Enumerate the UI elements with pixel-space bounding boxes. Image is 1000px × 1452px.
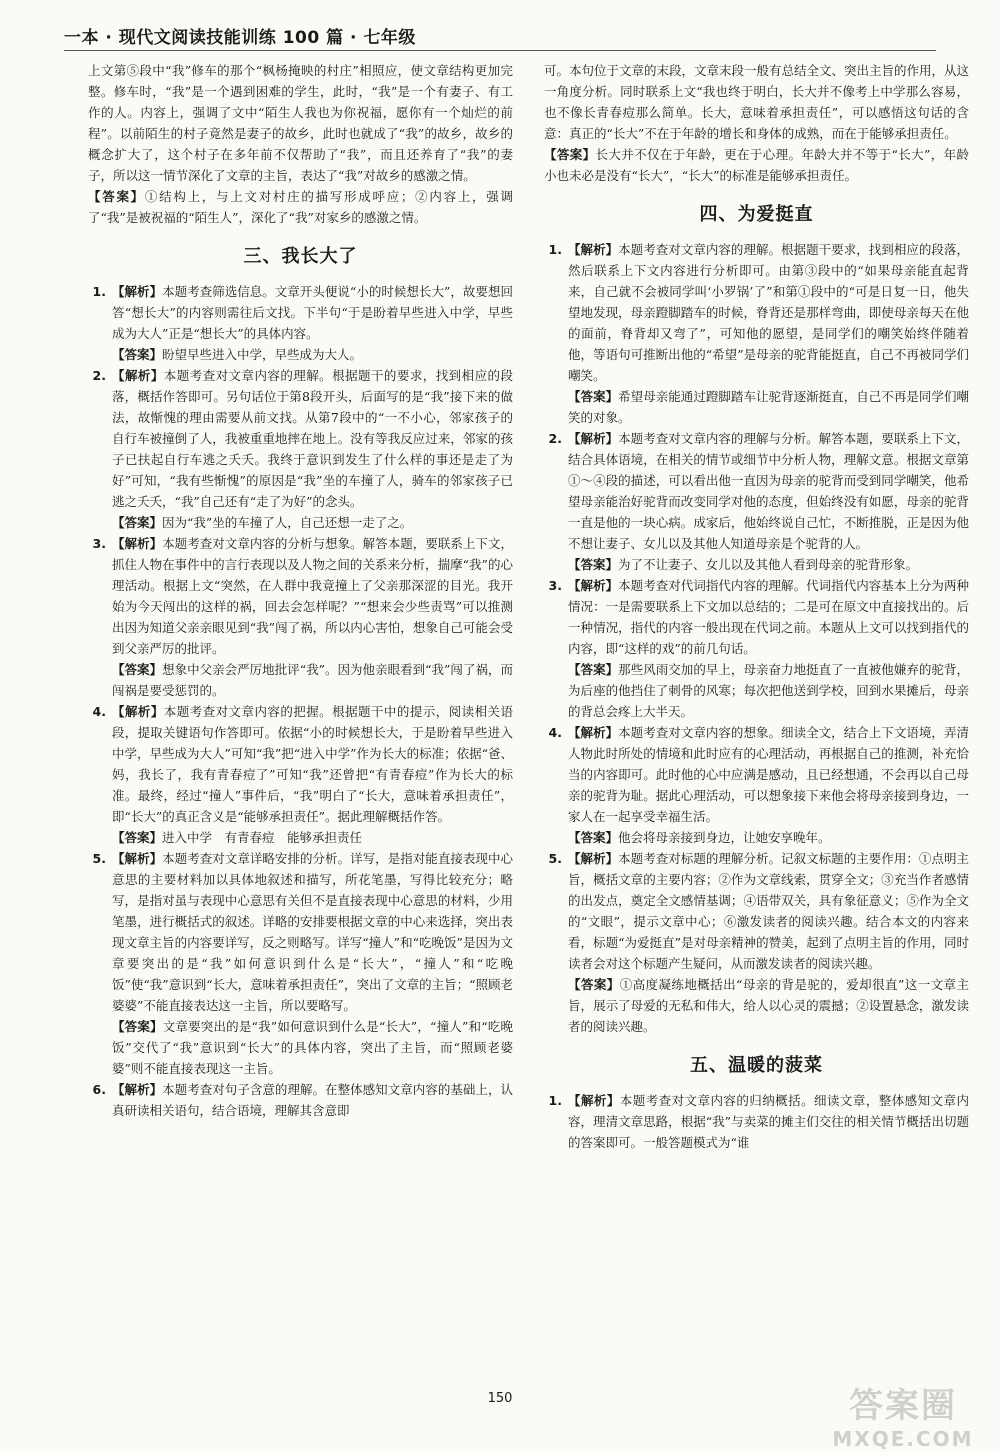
question-item xyxy=(544,848,969,1037)
answer-line xyxy=(112,512,513,533)
answer-text: 他会将母亲接到身边，让她安享晚年。 xyxy=(618,830,831,845)
right-column xyxy=(544,60,969,1153)
question-item xyxy=(544,239,969,428)
answer-tag: 【答案】 xyxy=(112,662,163,677)
answer-tag: 【答案】 xyxy=(568,557,619,572)
section-title-5: 五、温暖的菠菜 xyxy=(690,1055,823,1076)
answer-text: 为了不让妻子、女儿以及其他人看到母亲的驼背形象。 xyxy=(618,557,919,572)
analysis-text: 本题考查对文章内容的理解。根据题干的要求，找到相应的段落，概括作答即可。另句话位于第8段开头，后面写的是“我”接下来的做法，故惭愧的理由需要从前文找。从第7段中的“一不小心，邻家孩子的自行车被撞倒了人，我被重重地摔在地上。没有等我反应过来，邻家的孩子已扶起自行车逃之夭夭。我终于意识到发生了什么样的事还是走了为好”可知，“我有些惭愧”的原因是“我”坐的车撞了人，骑车的邻家孩子已逃之夭夭，“我”自己还有“走了为好”的念头。 xyxy=(112,368,513,509)
watermark-url: MXQE.COM xyxy=(832,1426,974,1451)
question-item xyxy=(88,1079,513,1121)
watermark-mark: 答案圈 xyxy=(849,1385,957,1426)
analysis-text: 本题考查对文章内容的理解。根据题干要求，找到相应的段落，然后联系上下文内容进行分析即可。由第③段中的“如果母亲能直起背来，自己就不会被同学叫‘小罗锅’了”和第①段中的“可是日复一日，他失望地发现，母亲蹬脚踏车的时候，脊背还是那样弯曲，即使母亲每天在他的面前，脊背却又弯了”，可知他的愿望，是同学们的嘲笑始终伴随着他，等语句可推断出他的“希望”是母亲的驼背能挺直，自己不再被同学们嘲笑。 xyxy=(568,242,969,383)
left-intro: 上文第⑤段中“我”修车的那个“枫杨掩映的村庄”相照应，使文章结构更加完整。修车时，“我”是一个遇到困难的学生，此时，“我”是一个有妻子、有工作的人。内容上，强调了文中“陌生人我也为你祝福，愿你有一个灿烂的前程”。以前陌生的村子竟然是妻子的故乡，此时也就成了“我”的故乡，故乡的概念扩大了，这个村子在多年前不仅帮助了“我”，而且还养育了“我”的妻子，所以这一情节深化了文章的主旨，表达了“我”对故乡的感激之情。 xyxy=(88,63,513,183)
question-item xyxy=(544,1090,969,1153)
answer-line xyxy=(568,974,969,1037)
page-header xyxy=(64,14,936,48)
analysis-tag: 【解析】 xyxy=(112,1082,163,1097)
analysis-tag: 【解析】 xyxy=(568,1093,620,1108)
watermark-logo xyxy=(818,1384,988,1451)
answer-text: 想象中父亲会严厉地批评“我”。因为他亲眼看到“我”闯了祸，而闯祸是要受惩罚的。 xyxy=(112,662,513,698)
section-title-3: 三、我长大了 xyxy=(243,246,358,267)
question-number: 4. xyxy=(548,725,562,740)
answer-text: 长大并不仅在于年龄，更在于心理。年龄大并不等于“长大”，年龄小也未必是没有“长大”，“长大”的标准是能够承担责任。 xyxy=(544,147,969,183)
analysis-text: 本题考查对文章内容的把握。根据题干中的提示，阅读相关语段，提取关键语句作答即可。依据“小的时候想长大，于是盼着早些进入中学，早些成为大人”可知“我”把“进入中学”作为长大的标准；依据“爸、妈，我长了，我有青春痘了”可知“我”还曾把“有青春痘”作为长大的标准。最终，经过“撞人”事件后，“我”明白了“长大，意味着承担责任”，即“长大”的真正含义是“能够承担责任”。据此理解概括作答。 xyxy=(112,704,513,824)
answer-tag: 【答案】 xyxy=(112,830,163,845)
answer-tag: 【答案】 xyxy=(568,389,619,404)
question-number: 1. xyxy=(548,242,562,257)
answer-tag: 【答案】 xyxy=(568,830,619,845)
left-intro-answer xyxy=(88,186,513,228)
answer-text: 进入中学 有青春痘 能够承担责任 xyxy=(162,830,363,845)
answer-line xyxy=(112,344,513,365)
analysis-text: 本题考查对文章详略安排的分析。详写，是指对能直接表现中心意思的主要材料加以具体地叙述和描写，所花笔墨，写得比较充分；略写，是指对虽与表现中心意思有关但不是直接表现中心意思的材料，少用笔墨，进行概括式的叙述。详略的安排要根据文章的中心来选择，突出表现文章主旨的内容要详写，反之则略写。详写“撞人”和“吃晚饭”是因为文章要突出的是“我”如何意识到什么是“长大”，“撞人”和“吃晚饭”使“我”意识到“长大，意味着承担责任”，突出了文章的主旨；“照顾老婆婆”不能直接表达这一主旨，所以要略写。 xyxy=(112,851,513,1013)
analysis-tag: 【解析】 xyxy=(568,578,619,593)
question-number: 5. xyxy=(548,851,562,866)
answer-line xyxy=(568,827,969,848)
question-item xyxy=(544,575,969,722)
question-number: 6. xyxy=(92,1082,106,1097)
question-item xyxy=(88,365,513,533)
answer-line xyxy=(112,827,513,848)
question-item xyxy=(88,701,513,848)
answer-line xyxy=(568,659,969,722)
section-title-4: 四、为爱挺直 xyxy=(699,204,814,225)
question-number: 1. xyxy=(548,1093,562,1108)
analysis-text: 本题考查对代词指代内容的理解。代词指代内容基本上分为两种情况：一是需要联系上下文加以总结的；二是可在原文中直接找出的。后一种情况，指代的内容一般出现在代词之前。本题从上文可以找到指代的内容，即“这样的戏”的前几句话。 xyxy=(568,578,969,656)
analysis-text: 本题考查对标题的理解分析。记叙文标题的主要作用：①点明主旨，概括文章的主要内容；②作为文章线索，贯穿全文；③充当作者感情的出发点，奠定全文感情基调；④语带双关，具有象征意义；⑤作为全文的“文眼”，提示文章中心；⑥激发读者的阅读兴趣。结合本文的内容来看，标题“为爱挺直”是对母亲精神的赞美，起到了点明主旨的作用，同时读者会对这个标题产生疑问，从而激发读者的阅读兴趣。 xyxy=(568,851,969,971)
left-column xyxy=(88,60,513,1121)
right-intro: 可。本句位于文章的末段，文章末段一般有总结全文、突出主旨的作用，从这一角度分析。同时联系上文“我也终于明白，长大并不像考上中学那么容易，也不像长青春痘那么简单。长大，意味着承担责任”，可以感悟这句话的含意：真正的“长大”不在于年龄的增长和身体的成熟，而在于能够承担责任。 xyxy=(544,63,970,141)
header-rule xyxy=(64,50,936,51)
answer-tag: 【答案】 xyxy=(112,515,163,530)
answer-line xyxy=(112,1016,513,1079)
question-item xyxy=(544,428,969,575)
answer-tag: 【答案】 xyxy=(112,347,163,362)
question-number: 5. xyxy=(92,851,106,866)
answer-tag: 【答案】 xyxy=(88,189,145,204)
question-number: 3. xyxy=(548,578,562,593)
analysis-text: 本题考查对文章内容的理解与分析。解答本题，要联系上下文，结合具体语境，在相关的情节或细节中分析人物，理解文意。根据文章第①～④段的描述，可以看出他一直因为母亲的驼背而受到同学嘲笑，他希望母亲能治好驼背而改变同学对他的态度，但始终没有如愿，母亲的驼背一直是他的一块心病。成家后，他始终说自己忙，不断推脱，正是因为他不想让妻子、女儿以及其他人知道母亲是个驼背的人。 xyxy=(568,431,969,551)
answer-line xyxy=(568,386,969,428)
question-item xyxy=(88,533,513,701)
analysis-tag: 【解析】 xyxy=(568,725,619,740)
answer-line xyxy=(568,554,969,575)
analysis-tag: 【解析】 xyxy=(112,536,163,551)
right-intro-answer xyxy=(544,144,969,186)
analysis-tag: 【解析】 xyxy=(568,431,619,446)
question-number: 2. xyxy=(92,368,106,383)
analysis-tag: 【解析】 xyxy=(112,851,163,866)
answer-text: ①高度凝练地概括出“母亲的背是驼的，爱却很直”这一文章主旨，展示了母爱的无私和伟大，给人以心灵的震撼；②设置悬念，激发读者的阅读兴趣。 xyxy=(568,977,969,1034)
analysis-text: 本题考查对句子含意的理解。在整体感知文章内容的基础上，认真研读相关语句，结合语境，理解其含意即 xyxy=(112,1082,513,1118)
answer-text: ①结构上，与上文对村庄的描写形成呼应；②内容上，强调了“我”是被祝福的“陌生人”，深化了“我”对家乡的感激之情。 xyxy=(88,189,513,225)
analysis-text: 本题考查对文章内容的分析与想象。解答本题，要联系上下文，抓住人物在事件中的言行表现以及人物之间的关系来分析，揣摩“我”的心理活动。根据上文“突然，在人群中我竟撞上了父亲那深涩的目光。我开始为今天闯出的这样的祸，回去会怎样呢？”“想来会少些责骂”可以推测出因为知道父亲亲眼见到“我”闯了祸，所以内心害怕，想象自己可能会受到父亲严厉的批评。 xyxy=(112,536,513,656)
analysis-text: 本题考查对文章内容的归纳概括。细读文章，整体感知文章内容，理清文章思路，根据“我”与卖菜的摊主们交往的相关情节概括出切题的答案即可。一般答题模式为“谁 xyxy=(568,1093,969,1150)
analysis-tag: 【解析】 xyxy=(568,242,619,257)
question-number: 2. xyxy=(548,431,562,446)
answer-tag: 【答案】 xyxy=(544,147,596,162)
answer-text: 希望母亲能通过蹬脚踏车让驼背逐渐挺直，自己不再是同学们嘲笑的对象。 xyxy=(568,389,969,425)
answer-text: 因为“我”坐的车撞了人，自己还想一走了之。 xyxy=(162,515,413,530)
page-number: 150 xyxy=(487,1391,513,1406)
analysis-tag: 【解析】 xyxy=(112,704,164,719)
analysis-text: 本题考查对文章内容的想象。细读全文，结合上下文语境，弄清人物此时所处的情境和此时应有的心理活动，再根据自己的推测，补充恰当的内容即可。此时他的心中应满是感动，且已经想通，不会再以自己母亲的驼背为耻。据此心理活动，可以想象接下来他会将母亲接到身边，一家人在一起享受幸福生活。 xyxy=(568,725,969,824)
answer-text: 文章要突出的是“我”如何意识到什么是“长大”，“撞人”和“吃晚饭”交代了“我”意识到“长大”的具体内容，突出了主旨，而“照顾老婆婆”则不能直接表现这一主旨。 xyxy=(112,1019,513,1076)
header-title: 一本 · 现代文阅读技能训练 100 篇 · 七年级 xyxy=(64,28,416,48)
question-item xyxy=(544,722,969,848)
question-item xyxy=(88,848,513,1079)
answer-line xyxy=(112,659,513,701)
answer-tag: 【答案】 xyxy=(568,977,620,992)
question-number: 4. xyxy=(92,704,106,719)
analysis-tag: 【解析】 xyxy=(568,851,619,866)
analysis-tag: 【解析】 xyxy=(112,284,163,299)
question-number: 1. xyxy=(92,284,106,299)
analysis-text: 本题考查筛选信息。文章开头便说“小的时候想长大”，故要想回答“想长大”的内容则需往后文找。下半句“于是盼着早些进入中学，早些成为大人”正是“想长大”的具体内容。 xyxy=(112,284,513,341)
question-number: 3. xyxy=(92,536,106,551)
answer-text: 那些风雨交加的早上，母亲奋力地挺直了一直被他嫌弃的驼背，为后座的他挡住了刺骨的风寒；每次把他送到学校，回到水果摊后，母亲的背总会疼上大半天。 xyxy=(568,662,969,719)
analysis-tag: 【解析】 xyxy=(112,368,164,383)
answer-tag: 【答案】 xyxy=(568,662,619,677)
question-item xyxy=(88,281,513,365)
answer-text: 盼望早些进入中学，早些成为大人。 xyxy=(162,347,363,362)
answer-tag: 【答案】 xyxy=(112,1019,163,1034)
